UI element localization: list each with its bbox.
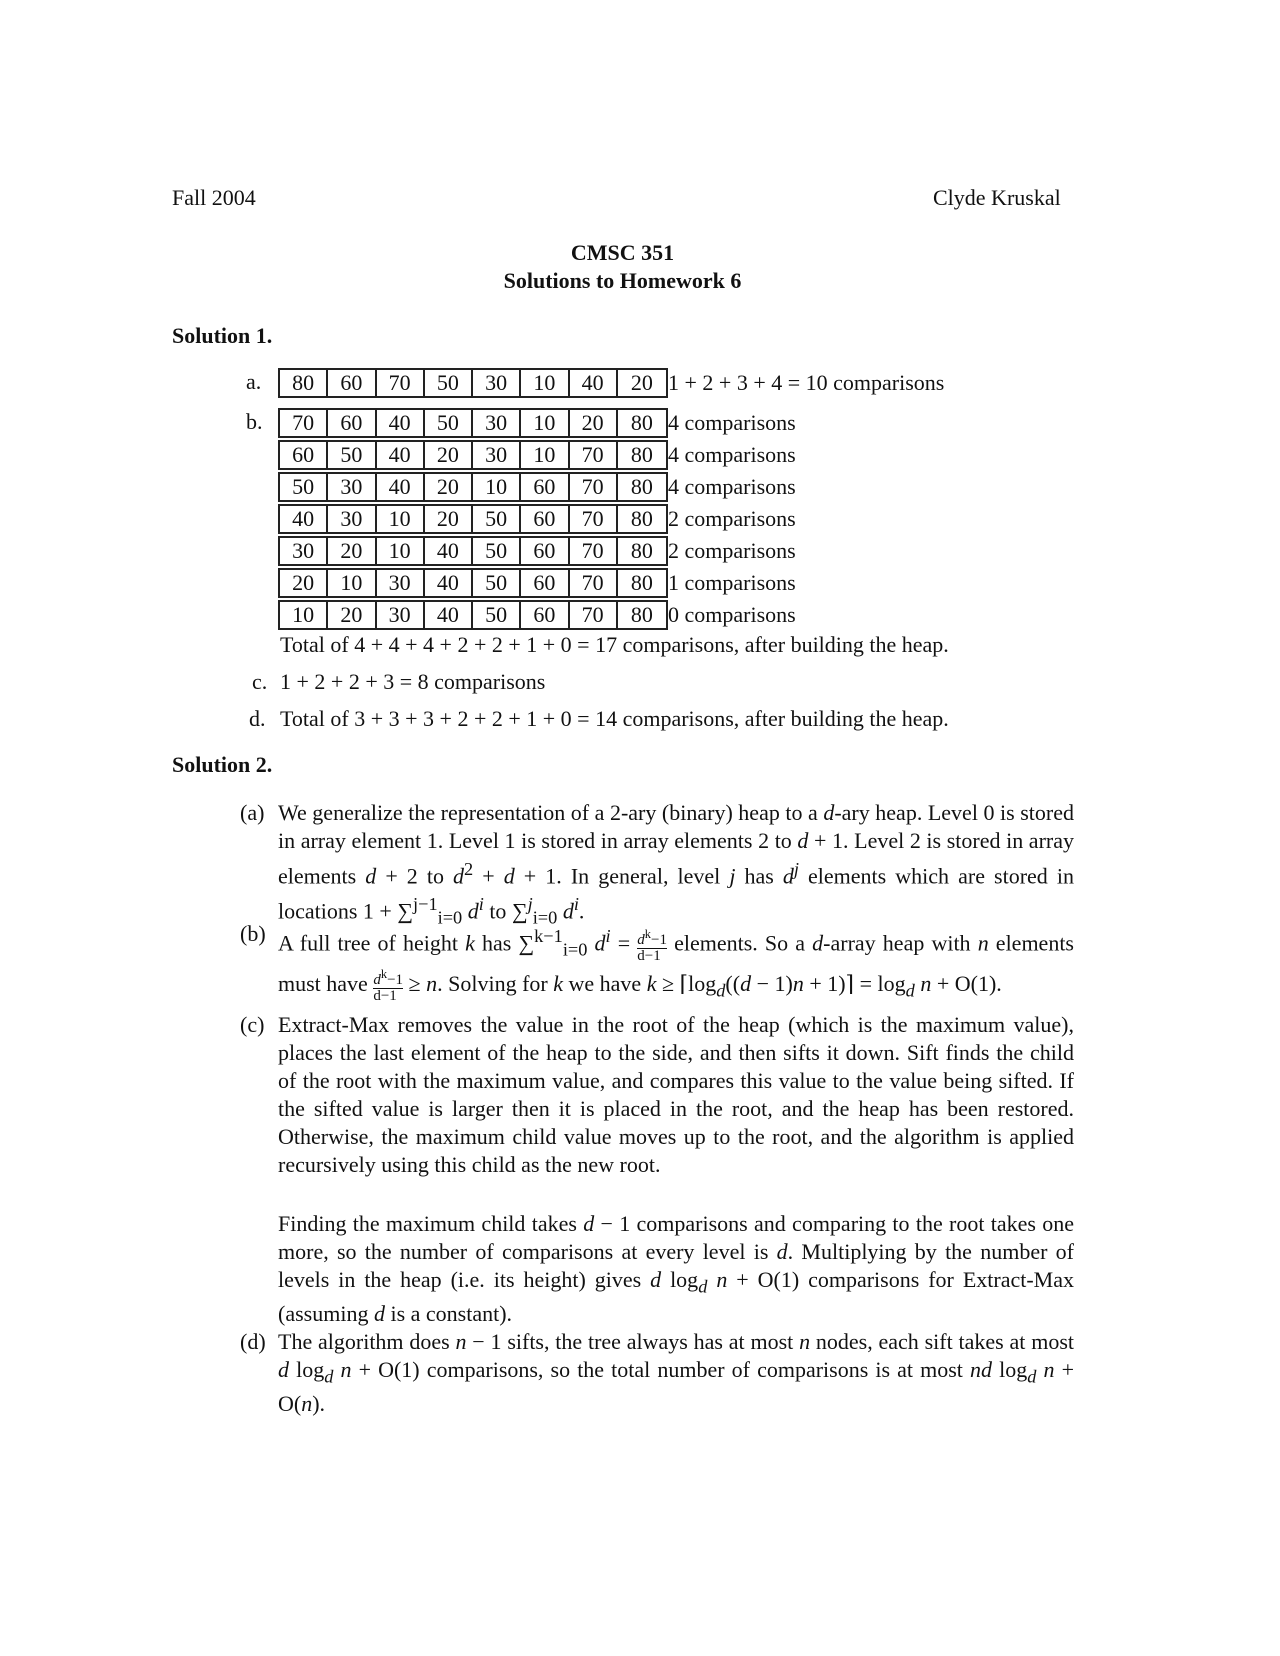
solution-2b-paragraph: A full tree of height k has ∑$^{k-1}_{i=0}$ $d^i$ = $\frac{d^k-1}{d-1}$ elements. So a d-array heap with n elements must have $\frac{d^k-1}{d-1}$ ≥ n. Solving for k we have $k \ge ⌈\log_d((d - 1)n$ + 1)⌉ = $\log_d n + O(1)$.: [278, 926, 1074, 1005]
solution-2b-label: (b): [240, 921, 266, 946]
array-cell: 50: [473, 538, 521, 564]
row-comment: 2 comparisons: [668, 506, 796, 531]
solution-2d-paragraph: The algorithm does n − 1 sifts, the tree always has at most n nodes, each sift takes at most d $\log_d n + O(1)$ comparisons, so the total number of comparisons is at most nd $\log_d n + O(n)$.: [278, 1329, 1075, 1417]
array-cell: 70: [570, 602, 618, 628]
course-title: CMSC 351: [570, 240, 675, 265]
array-cell: 30: [377, 602, 425, 628]
array-cell: 10: [328, 570, 376, 596]
array-cell: 30: [473, 442, 521, 468]
array-cell: 70: [377, 370, 425, 396]
solution-2c-label: (c): [240, 1012, 265, 1037]
row-comment: 4 comparisons: [668, 410, 796, 435]
array-cell: 20: [425, 442, 473, 468]
heap-array-row: [278, 568, 668, 598]
part-c-text: 1 + 2 + 2 + 3 = 8 comparisons: [280, 669, 546, 694]
heap-array-row: [278, 472, 668, 502]
part-a-comment: 1 + 2 + 3 + 4 = 10 comparisons: [668, 370, 945, 395]
array-cell: 50: [473, 602, 521, 628]
array-cell: 60: [280, 442, 328, 468]
array-cell: 30: [328, 474, 376, 500]
part-c-label: c.: [252, 669, 268, 694]
array-cell: 10: [280, 602, 328, 628]
array-cell: 50: [425, 410, 473, 436]
array-cell: 10: [521, 442, 569, 468]
part-b-label: b.: [246, 409, 263, 434]
row-comment: 4 comparisons: [668, 474, 796, 499]
array-cell: 80: [280, 370, 328, 396]
solution-2a-label: (a): [240, 800, 265, 825]
array-cell: 70: [570, 570, 618, 596]
solution-2a-paragraph: We generalize the representation of a 2-ary (binary) heap to a d-ary heap. Level 0 is stored in array element 1. Level 1 is stored in array elements 2 to d + 1. Level 2 is stored in array elements d + 2 to $d^2 + d + 1$. In general, level j has $d^j$ elements which are stored in locations 1 + ∑$^{j-1}_{i=0}$ $d^i$ to ∑$^j_{i=0}$ $d^i$.: [278, 800, 1074, 929]
heap-array-row: [278, 504, 668, 534]
part-d-text: Total of 3 + 3 + 3 + 2 + 2 + 1 + 0 = 14 comparisons, after building the heap.: [280, 706, 949, 731]
array-cell: 70: [280, 410, 328, 436]
heap-array-a: [278, 368, 668, 398]
array-cell: 70: [570, 442, 618, 468]
array-cell: 60: [328, 370, 376, 396]
array-cell: 40: [377, 474, 425, 500]
array-cell: 10: [473, 474, 521, 500]
array-cell: 60: [521, 538, 569, 564]
document-subtitle: Solutions to Homework 6: [503, 268, 742, 293]
array-cell: 40: [377, 410, 425, 436]
heap-array-row: [278, 440, 668, 470]
array-cell: 80: [630, 474, 653, 499]
array-cell: 10: [521, 410, 569, 436]
array-cell: 30: [377, 570, 425, 596]
array-cell: 20: [630, 370, 653, 395]
array-cell: 10: [521, 370, 569, 396]
heap-array-row: [278, 600, 668, 630]
solution-1-heading: Solution 1.: [172, 323, 273, 348]
array-cell: 70: [570, 538, 618, 564]
array-cell: 20: [425, 506, 473, 532]
array-cell: 50: [473, 570, 521, 596]
array-cell: 50: [473, 506, 521, 532]
array-cell: 30: [280, 538, 328, 564]
solution-2c-paragraph-2: Finding the maximum child takes d − 1 comparisons and comparing to the root takes one more, so the number of comparisons at every level is d. Multiplying by the number of levels in the heap (i.e. its height) gives d $\log_d n + O(1)$ comparisons for Extract-Max (assuming d is a constant).: [278, 1211, 1074, 1327]
array-cell: 80: [630, 538, 653, 563]
array-cell: 50: [425, 370, 473, 396]
array-cell: 40: [425, 570, 473, 596]
array-cell: 40: [425, 602, 473, 628]
array-cell: 60: [521, 506, 569, 532]
solution-2-heading: Solution 2.: [172, 752, 273, 777]
array-cell: 40: [570, 370, 618, 396]
array-cell: 80: [630, 570, 653, 595]
array-cell: 40: [280, 506, 328, 532]
row-comment: 4 comparisons: [668, 442, 796, 467]
array-cell: 80: [630, 602, 653, 627]
array-cell: 60: [521, 570, 569, 596]
array-cell: 50: [328, 442, 376, 468]
array-cell: 20: [328, 602, 376, 628]
author-label: Clyde Kruskal: [933, 185, 1061, 210]
row-comment: 0 comparisons: [668, 602, 796, 627]
array-cell: 40: [377, 442, 425, 468]
array-cell: 20: [425, 474, 473, 500]
array-cell: 40: [425, 538, 473, 564]
array-cell: 10: [377, 538, 425, 564]
array-cell: 20: [328, 538, 376, 564]
array-cell: 30: [473, 410, 521, 436]
term-label: Fall 2004: [172, 185, 256, 210]
array-cell: 60: [521, 474, 569, 500]
heap-array-row: [278, 408, 668, 438]
heap-array-row: [278, 536, 668, 566]
array-cell: 20: [570, 410, 618, 436]
part-b-total: Total of 4 + 4 + 4 + 2 + 2 + 1 + 0 = 17 comparisons, after building the heap.: [280, 632, 949, 657]
array-cell: 70: [570, 506, 618, 532]
array-cell: 80: [630, 442, 653, 467]
array-cell: 60: [521, 602, 569, 628]
array-cell: 10: [377, 506, 425, 532]
array-cell: 60: [328, 410, 376, 436]
solution-2d-label: (d): [240, 1329, 266, 1354]
row-comment: 2 comparisons: [668, 538, 796, 563]
array-cell: 20: [280, 570, 328, 596]
array-cell: 30: [328, 506, 376, 532]
row-comment: 1 comparisons: [668, 570, 796, 595]
solution-2c-paragraph: Extract-Max removes the value in the root of the heap (which is the maximum value), places the last element of the heap to the side, and then sifts it down. Sift finds the child of the root with the maximum value, and compares this value to the value being sifted. If the sifted value is larger then it is placed in the root, and the heap has been restored. Otherwise, the maximum child value moves up to the root, and the algorithm is applied recursively using this child as the new root.: [278, 1012, 1074, 1177]
part-a-label: a.: [246, 369, 262, 394]
part-d-label: d.: [249, 706, 266, 731]
array-cell: 50: [280, 474, 328, 500]
array-cell: 30: [473, 370, 521, 396]
array-cell: 80: [630, 506, 653, 531]
array-cell: 80: [630, 410, 653, 435]
array-cell: 70: [570, 474, 618, 500]
